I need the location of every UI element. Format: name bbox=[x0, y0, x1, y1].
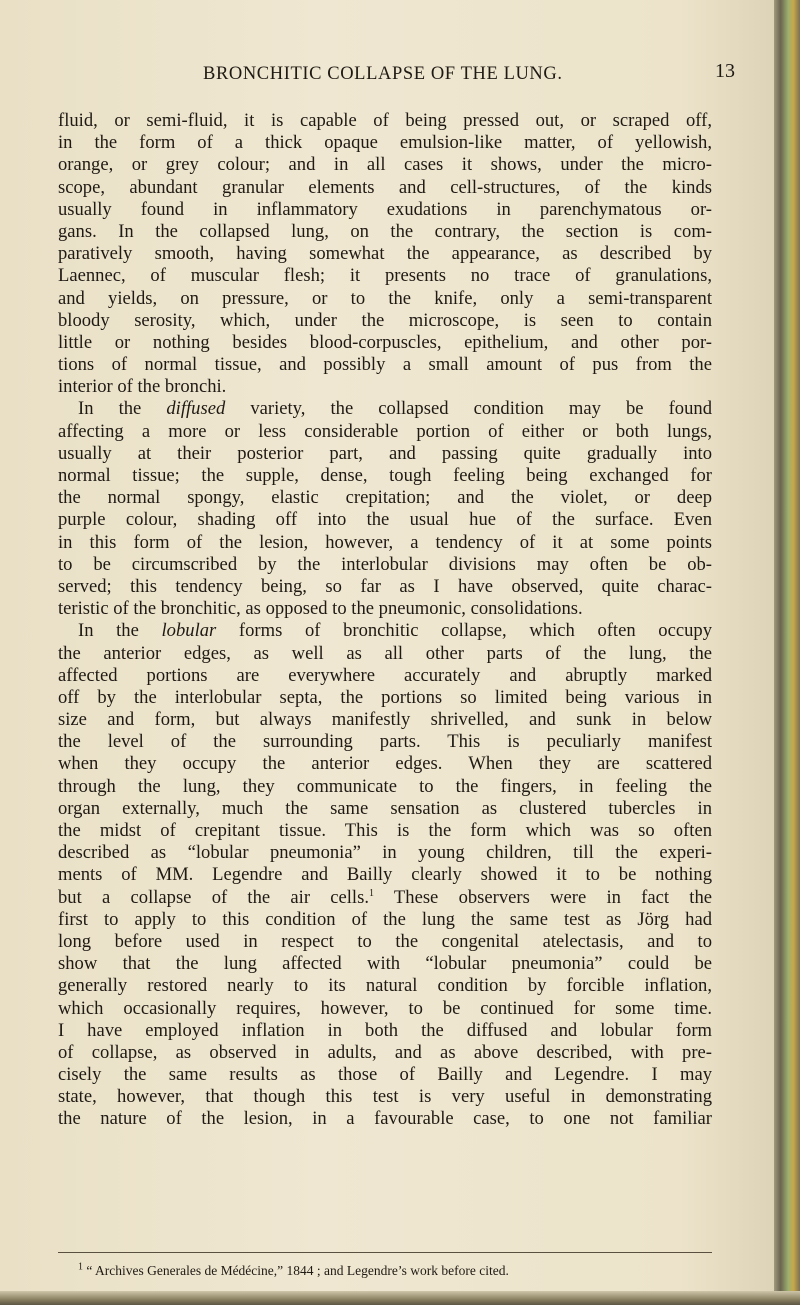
footnote-ref[interactable]: 1 bbox=[369, 887, 374, 899]
text-line: when they occupy the anterior edges. When they are scattered bbox=[58, 753, 712, 775]
text-line: fluid, or semi-fluid, it is capable of being pressed out, or scraped off, bbox=[58, 110, 712, 131]
text-line: the midst of crepitant tissue. This is the form which was so often bbox=[58, 820, 712, 841]
text-line: show that the lung affected with “lobular pneumonia” could be bbox=[58, 953, 712, 975]
text-line: usually found in inflammatory exudations in parenchymatous or- bbox=[58, 198, 712, 220]
paragraph-diffused-first-line bbox=[58, 398, 712, 420]
text-line: long before used in respect to the congenital atelectasis, and to bbox=[58, 930, 712, 952]
text-line: the normal spongy, elastic crepitation; and the violet, or deep bbox=[58, 487, 712, 509]
text-line: generally restored nearly to its natural condition by forcible inflation, bbox=[58, 975, 712, 997]
footnote-text: “ Archives Generales de Médécine,” 1844 ; and Legendre’s work before cited. bbox=[86, 1263, 509, 1278]
text-line: in the form of a thick opaque emulsion-like matter, of yellowish, bbox=[58, 132, 712, 154]
text-line: affecting a more or less considerable portion of either or both lungs, bbox=[58, 420, 712, 442]
text-line: Laennec, of muscular flesh; it presents no trace of granulations, bbox=[58, 265, 712, 287]
inline-text: forms of bronchitic collapse, which often occupy bbox=[216, 620, 712, 642]
paragraph-lobular-first-line bbox=[58, 620, 712, 642]
text-line: bloody serosity, which, under the microscope, is seen to contain bbox=[58, 309, 712, 331]
text-line: the nature of the lesion, in a favourable case, to one not familiar bbox=[58, 1108, 712, 1130]
inline-text: These observers were in fact the bbox=[374, 886, 712, 908]
text-line: described as “lobular pneumonia” in young children, till the experi- bbox=[58, 842, 712, 864]
text-line: scope, abundant granular elements and cell-structures, of the kinds bbox=[58, 176, 712, 198]
text-line: and yields, on pressure, or to the knife, only a semi-transparent bbox=[58, 287, 712, 309]
text-line: cisely the same results as those of Bailly and Legendre. I may bbox=[58, 1064, 712, 1086]
text-line: I have employed inflation in both the diffused and lobular form bbox=[58, 1019, 712, 1041]
text-line: paratively smooth, having somewhat the appearance, as described by bbox=[58, 243, 712, 265]
text-line: interior of the bronchi. bbox=[58, 376, 227, 398]
text-line: off by the interlobular septa, the portions so limited being various in bbox=[58, 686, 712, 708]
text-line: tions of normal tissue, and possibly a small amount of pus from the bbox=[58, 354, 712, 376]
page-bottom-edge bbox=[0, 1291, 800, 1305]
text-line: in this form of the lesion, however, a tendency of it at some points bbox=[58, 531, 712, 553]
text-line: orange, or grey colour; and in all cases it shows, under the micro- bbox=[58, 154, 712, 176]
body-text bbox=[58, 110, 712, 1131]
text-line: state, however, that though this test is very useful in demonstrating bbox=[58, 1086, 712, 1108]
italic-term-diffused: diffused bbox=[166, 398, 226, 420]
text-line: purple colour, shading off into the usual hue of the surface. Even bbox=[58, 509, 712, 531]
text-line: of collapse, as observed in adults, and as above described, with pre- bbox=[58, 1041, 712, 1063]
text-line: ments of MM. Legendre and Bailly clearly showed it to be nothing bbox=[58, 864, 712, 886]
inline-text: In the bbox=[78, 620, 162, 642]
inline-text: In the bbox=[78, 398, 167, 420]
text-line: teristic of the bronchitic, as opposed to the pneumonic, consolidations. bbox=[58, 598, 583, 620]
text-line: the level of the surrounding parts. This is peculiarly manifest bbox=[58, 731, 712, 753]
text-line: through the lung, they communicate to the fingers, in feeling the bbox=[58, 775, 712, 797]
text-line: first to apply to this condition of the lung the same test as Jörg had bbox=[58, 908, 712, 930]
text-line: served; this tendency being, so far as I have observed, quite charac- bbox=[58, 575, 712, 597]
inline-text: variety, the collapsed condition may be found bbox=[225, 398, 712, 420]
text-line: little or nothing besides blood-corpuscles, epithelium, and other por- bbox=[58, 331, 712, 353]
text-line: organ externally, much the same sensation as clustered tubercles in bbox=[58, 797, 712, 819]
page-header bbox=[0, 60, 800, 90]
text-line: to be circumscribed by the interlobular divisions may often be ob- bbox=[58, 553, 712, 575]
text-line: which occasionally requires, however, to be continued for some time. bbox=[58, 997, 712, 1019]
inline-text: but a collapse of the air cells. bbox=[58, 886, 369, 908]
page-edge-binding bbox=[774, 0, 800, 1305]
italic-term-lobular: lobular bbox=[161, 620, 217, 642]
text-line: the anterior edges, as well as all other parts of the lung, the bbox=[58, 642, 712, 664]
footnote bbox=[78, 1262, 718, 1280]
running-title: BRONCHITIC COLLAPSE OF THE LUNG. bbox=[203, 64, 563, 84]
text-line: normal tissue; the supple, dense, tough feeling being exchanged for bbox=[58, 465, 712, 486]
footnote-divider bbox=[58, 1252, 712, 1253]
footnote-marker: 1 bbox=[78, 1261, 83, 1273]
page-number: 13 bbox=[715, 60, 735, 82]
text-line: gans. In the collapsed lung, on the contrary, the section is com- bbox=[58, 220, 712, 242]
text-line: usually at their posterior part, and passing quite gradually into bbox=[58, 442, 712, 464]
text-line: affected portions are everywhere accurately and abruptly marked bbox=[58, 664, 712, 686]
text-line: size and form, but always manifestly shrivelled, and sunk in below bbox=[58, 709, 712, 731]
text-line-with-footnote-ref bbox=[58, 887, 712, 909]
